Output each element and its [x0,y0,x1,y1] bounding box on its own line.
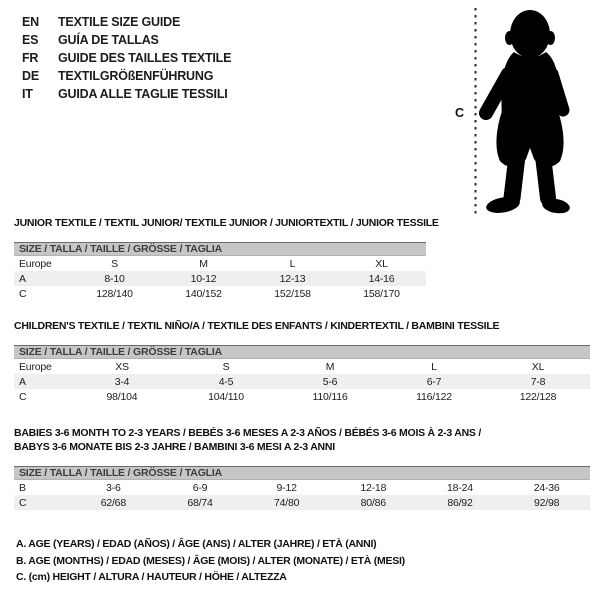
babies-size-table-section [14,426,590,510]
row-label-cell: Europe [19,360,52,373]
table-row [14,480,590,495]
language-row [22,31,231,49]
baby-silhouette-shape [485,10,571,215]
language-title: GUÍA DE TALLAS [58,33,159,47]
language-code: FR [22,51,39,65]
children-size-table [14,359,590,404]
size-value-cell: 98/104 [106,390,138,403]
size-value-cell: 10-12 [190,272,217,285]
table-row [14,271,426,286]
language-code: EN [22,15,39,29]
legend-footnotes [16,536,405,586]
children-size-table-section [14,319,590,404]
size-value-cell: 14-16 [368,272,395,285]
junior-table-title: JUNIOR TEXTILE / TEXTIL JUNIOR/ TEXTILE JUNIOR / JUNIORTEXTIL / JUNIOR TESSILE [14,217,439,229]
size-value-cell: XL [531,360,545,373]
table-row [14,374,590,389]
size-value-cell: 12-13 [279,272,306,285]
size-header-bar: SIZE / TALLA / TAILLE / GRÖSSE / TAGLIA [14,466,590,480]
size-value-cell: 12-18 [360,481,387,494]
language-title: TEXTILGRÖßENFÜHRUNG [58,69,214,83]
size-value-cell: 104/110 [208,390,244,403]
size-value-cell: 62/68 [100,496,126,509]
size-value-cell: 116/122 [416,390,452,403]
size-value-cell: 7-8 [530,375,546,388]
size-value-cell: 3-4 [114,375,130,388]
language-list [22,13,231,103]
language-code: DE [22,69,39,83]
size-value-cell: 3-6 [106,481,121,494]
row-label-cell: A [19,272,26,285]
size-value-cell: 5-6 [322,375,338,388]
size-value-cell: 92/98 [534,496,560,509]
babies-size-table [14,480,590,510]
row-label-cell: A [19,375,26,388]
table-row [14,359,590,374]
children-table-title: CHILDREN'S TEXTILE / TEXTIL NIÑO/A / TEXTILE DES ENFANTS / KINDERTEXTIL / BAMBINI TESSILE [14,320,500,332]
size-value-cell: 9-12 [276,481,297,494]
language-row [22,85,231,103]
size-value-cell: M [325,360,335,373]
table-row [14,495,590,510]
size-value-cell: 80/86 [360,496,386,509]
size-value-cell: 152/158 [274,287,311,300]
row-label-cell: B [19,481,26,494]
size-value-cell: 18-24 [447,481,473,494]
language-row [22,67,231,85]
language-row [22,49,231,67]
language-code: ES [22,33,39,47]
size-value-cell: L [431,360,437,373]
row-label-cell: C [19,496,27,509]
size-value-cell: 140/152 [185,287,222,300]
size-value-cell: M [199,257,208,270]
size-value-cell: XL [375,257,388,270]
size-value-cell: 158/170 [363,287,400,300]
table-row [14,286,426,301]
language-title: TEXTILE SIZE GUIDE [58,15,181,29]
size-value-cell: S [222,360,230,373]
size-value-cell: 6-9 [192,481,208,494]
babies-table-title: BABIES 3-6 MONTH TO 2-3 YEARS / BEBÉS 3-6 MESES A 2-3 AÑOS / BÉBÉS 3-6 MOIS À 2-3 ANS / BABYS 3-6 MONATE BIS 2-3 JAHRE / BAMBINI 3-6 MESI A 2-3 ANNI [14,427,482,453]
size-header-bar: SIZE / TALLA / TAILLE / GRÖSSE / TAGLIA [14,242,426,256]
size-value-cell: 110/116 [312,390,348,403]
language-title: GUIDE DES TAILLES TEXTILE [58,51,232,65]
size-value-cell: XS [115,360,129,373]
height-label-c: C [455,106,465,120]
size-value-cell: 4-5 [218,375,234,388]
size-value-cell: 128/140 [96,287,133,300]
junior-size-table [14,256,426,301]
size-value-cell: 86/92 [447,496,473,509]
row-label-cell: C [19,287,27,300]
row-label-cell: C [19,390,27,403]
language-title: GUIDA ALLE TAGLIE TESSILI [58,87,228,101]
junior-size-table-section [14,216,439,301]
size-value-cell: 74/80 [274,496,300,509]
footnote-age-months: B. AGE (MONTHS) / EDAD (MESES) / ÂGE (MOIS) / ALTER (MONATE) / ETÀ (MESI) [16,554,405,567]
table-row [14,389,590,404]
size-value-cell: 122/128 [519,390,557,403]
size-value-cell: 68/74 [187,496,213,509]
footnote-age-years: A. AGE (YEARS) / EDAD (AÑOS) / ÂGE (ANS) / ALTER (JAHRE) / ETÀ (ANNI) [16,538,377,550]
language-row [22,13,231,31]
footnote-height-cm: C. (cm) HEIGHT / ALTURA / HAUTEUR / HÖHE / ALTEZZA [16,571,287,583]
language-code: IT [22,87,33,101]
size-header-bar: SIZE / TALLA / TAILLE / GRÖSSE / TAGLIA [14,345,590,359]
row-label-cell: Europe [19,257,52,270]
table-row [14,256,426,271]
size-value-cell: 24-36 [533,481,560,494]
size-value-cell: S [111,257,118,270]
size-value-cell: L [289,257,296,270]
size-value-cell: 6-7 [426,375,442,388]
size-value-cell: 8-10 [104,272,125,285]
